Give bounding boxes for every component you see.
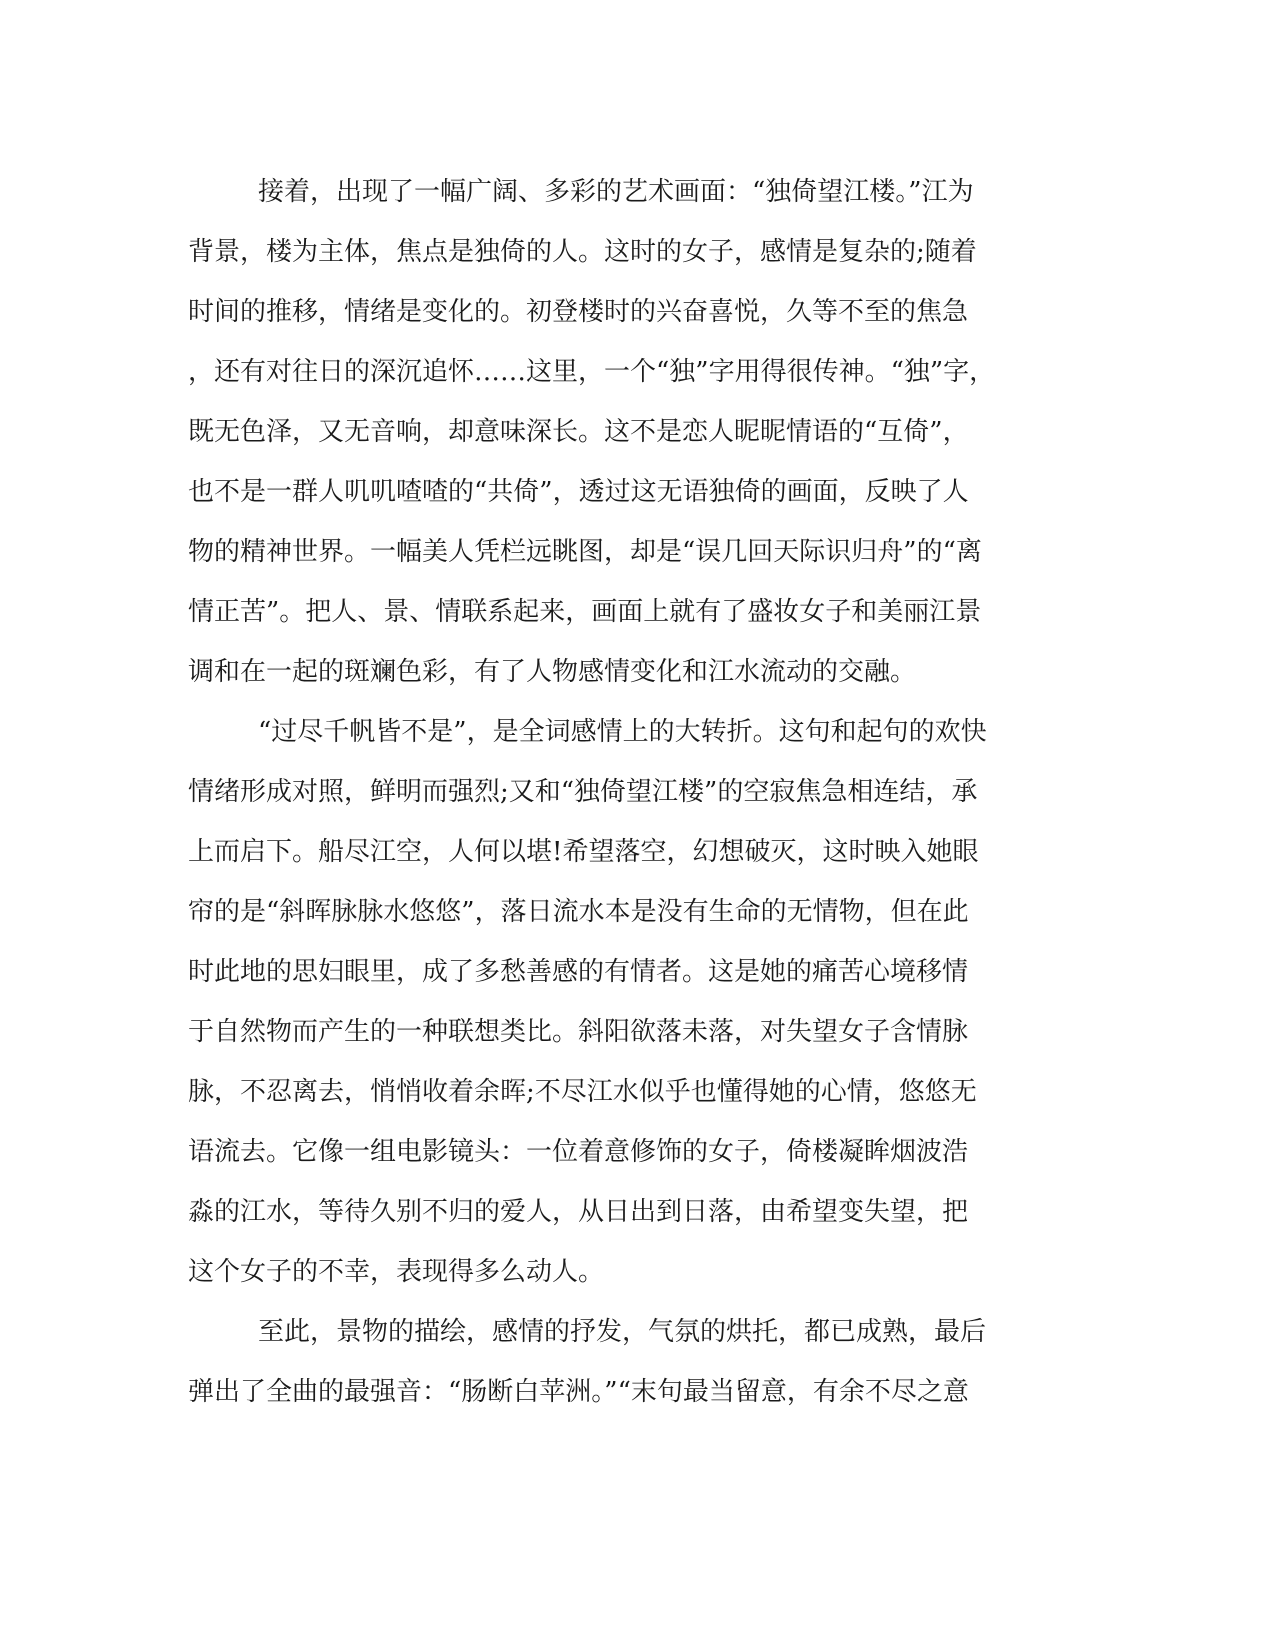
paragraph-2-line-1: “过尽千帆皆不是”，是全词感情上的大转折。这句和起句的欢快 (258, 717, 987, 747)
paragraph-1-line-2: 背景，楼为主体，焦点是独倚的人。这时的女子，感情是复杂的;随着 (188, 237, 977, 267)
paragraph-2-line-3: 上而启下。船尽江空，人何以堪!希望落空，幻想破灭，这时映入她眼 (188, 837, 979, 867)
paragraph-2-line-10: 这个女子的不幸，表现得多么动人。 (188, 1257, 605, 1287)
paragraph-1-line-6: 也不是一群人叽叽喳喳的“共倚”，透过这无语独倚的画面，反映了人 (188, 477, 969, 507)
paragraph-1-line-7: 物的精神世界。一幅美人凭栏远眺图，却是“误几回天际识归舟”的“离 (188, 537, 982, 567)
paragraph-1-line-9: 调和在一起的斑斓色彩，有了人物感情变化和江水流动的交融。 (188, 657, 917, 687)
paragraph-1-line-3: 时间的推移，情绪是变化的。初登楼时的兴奋喜悦，久等不至的焦急 (188, 297, 969, 327)
paragraph-2-line-7: 脉，不忍离去，悄悄收着余晖;不尽江水似乎也懂得她的心情，悠悠无 (188, 1077, 977, 1107)
paragraph-2-line-2: 情绪形成对照，鲜明而强烈;又和“独倚望江楼”的空寂焦急相连结，承 (188, 777, 978, 807)
paragraph-2-line-9: 淼的江水，等待久别不归的爱人，从日出到日落，由希望变失望，把 (188, 1197, 969, 1227)
paragraph-1-line-8: 情正苦”。把人、景、情联系起来，画面上就有了盛妆女子和美丽江景 (188, 597, 982, 627)
paragraph-1-line-4: ，还有对往日的深沉追怀……这里，一个“独”字用得很传神。“独”字， (188, 357, 996, 387)
paragraph-3-line-1: 至此，景物的描绘，感情的抒发，气氛的烘托，都已成熟，最后 (258, 1317, 987, 1347)
paragraph-2-line-6: 于自然物而产生的一种联想类比。斜阳欲落未落，对失望女子含情脉 (188, 1017, 969, 1047)
paragraph-1-line-5: 既无色泽，又无音响，却意味深长。这不是恋人昵昵情语的“互倚”， (188, 417, 969, 447)
paragraph-2-line-5: 时此地的思妇眼里，成了多愁善感的有情者。这是她的痛苦心境移情 (188, 957, 969, 987)
paragraph-2-line-4: 帘的是“斜晖脉脉水悠悠”，落日流水本是没有生命的无情物，但在此 (188, 897, 969, 927)
essay-body (188, 162, 1088, 1422)
paragraph-3-line-2: 弹出了全曲的最强音：“肠断白苹洲。”“末句最当留意，有余不尽之意 (188, 1377, 969, 1407)
paragraph-1-line-1: 接着，出现了一幅广阔、多彩的艺术画面：“独倚望江楼。”江为 (258, 177, 974, 207)
paragraph-2-line-8: 语流去。它像一组电影镜头：一位着意修饰的女子，倚楼凝眸烟波浩 (188, 1137, 969, 1167)
